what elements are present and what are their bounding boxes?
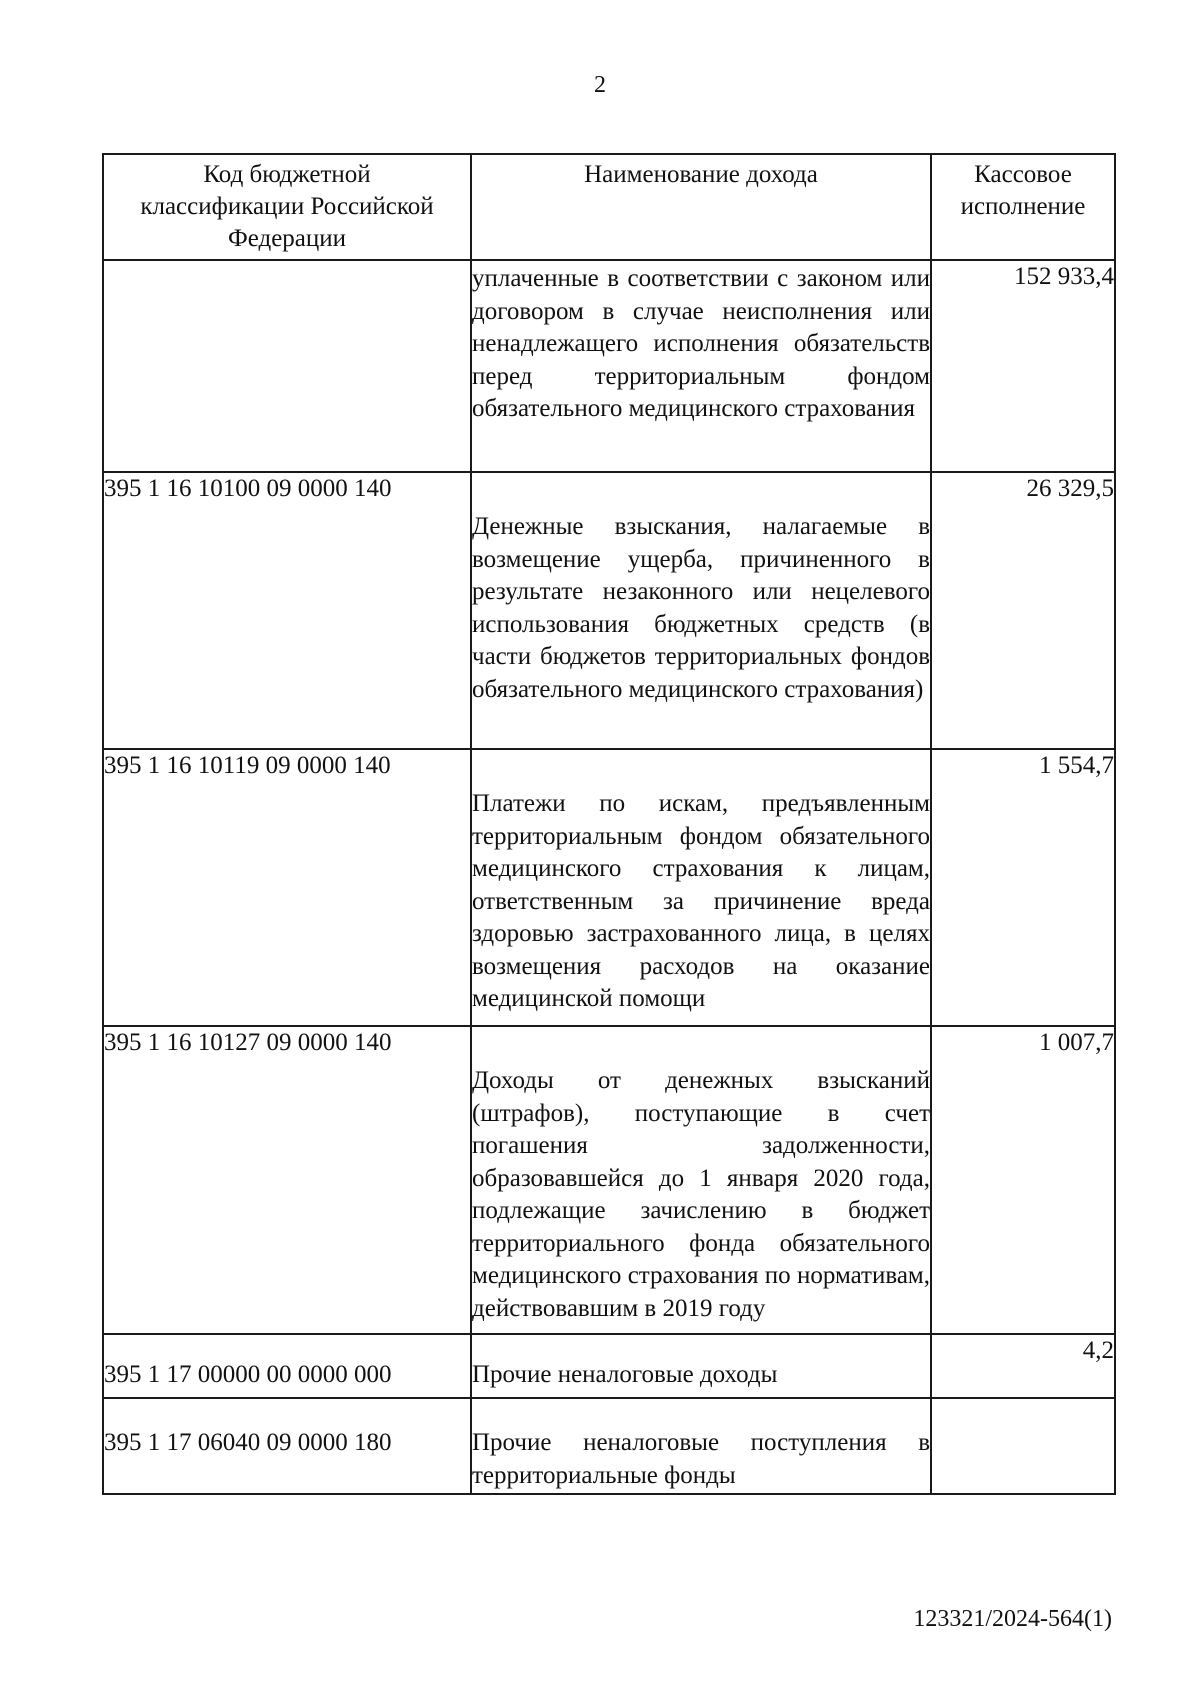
header-code xyxy=(103,154,471,260)
header-amount-label: Кассовое исполнение xyxy=(960,161,1086,220)
row-amount: 4,2 xyxy=(931,1334,1115,1398)
header-code-label: Код бюджетной классификации Российской Федерации xyxy=(140,161,434,252)
row-name: Денежные взыскания, налагаемые в возмещение ущерба, причиненного в результате незаконного или нецелевого использования бюджетных средств (в части бюджетов территориальных фондов обязательного медицинского страхования) xyxy=(471,472,931,749)
row-amount xyxy=(931,1398,1115,1494)
table-row xyxy=(103,260,1115,472)
row-amount: 152 933,4 xyxy=(931,260,1115,472)
header-amount xyxy=(931,154,1115,260)
row-name: Доходы от денежных взысканий (штрафов), поступающие в счет погашения задолженности, образовавшейся до 1 января 2020 года, подлежащие зачислению в бюджет территориального фонда обязательного медицинского страхования по нормативам, действовавшим в 2019 году xyxy=(471,1026,931,1334)
row-name: Прочие неналоговые поступления в территориальные фонды xyxy=(471,1398,931,1494)
row-code: 395 1 16 10119 09 0000 140 xyxy=(103,749,471,1026)
table-row xyxy=(103,1398,1115,1494)
page-number: 2 xyxy=(594,72,606,98)
row-code: 395 1 16 10127 09 0000 140 xyxy=(103,1026,471,1334)
table-header-row xyxy=(103,154,1115,260)
row-name: Прочие неналоговые доходы xyxy=(471,1334,931,1398)
row-code xyxy=(103,260,471,472)
document-registration-code: 123321/2024-564(1) xyxy=(913,1606,1112,1632)
header-name-label: Наименование дохода xyxy=(584,161,818,188)
table-row xyxy=(103,1334,1115,1398)
row-amount: 26 329,5 xyxy=(931,472,1115,749)
row-name: уплаченные в соответствии с законом или договором в случае неисполнения или ненадлежащего исполнения обязательств перед территориальным фондом обязательного медицинского страхования xyxy=(471,260,931,472)
header-name xyxy=(471,154,931,260)
row-amount: 1 554,7 xyxy=(931,749,1115,1026)
table-row xyxy=(103,749,1115,1026)
row-code: 395 1 16 10100 09 0000 140 xyxy=(103,472,471,749)
budget-income-table xyxy=(102,153,1116,1495)
row-code: 395 1 17 06040 09 0000 180 xyxy=(103,1398,471,1494)
row-amount: 1 007,7 xyxy=(931,1026,1115,1334)
table-row xyxy=(103,472,1115,749)
row-name: Платежи по искам, предъявленным территориальным фондом обязательного медицинского страхования к лицам, ответственным за причинение вреда здоровью застрахованного лица, в целях возмещения расходов на оказание медицинской помощи xyxy=(471,749,931,1026)
row-code: 395 1 17 00000 00 0000 000 xyxy=(103,1334,471,1398)
table-row xyxy=(103,1026,1115,1334)
